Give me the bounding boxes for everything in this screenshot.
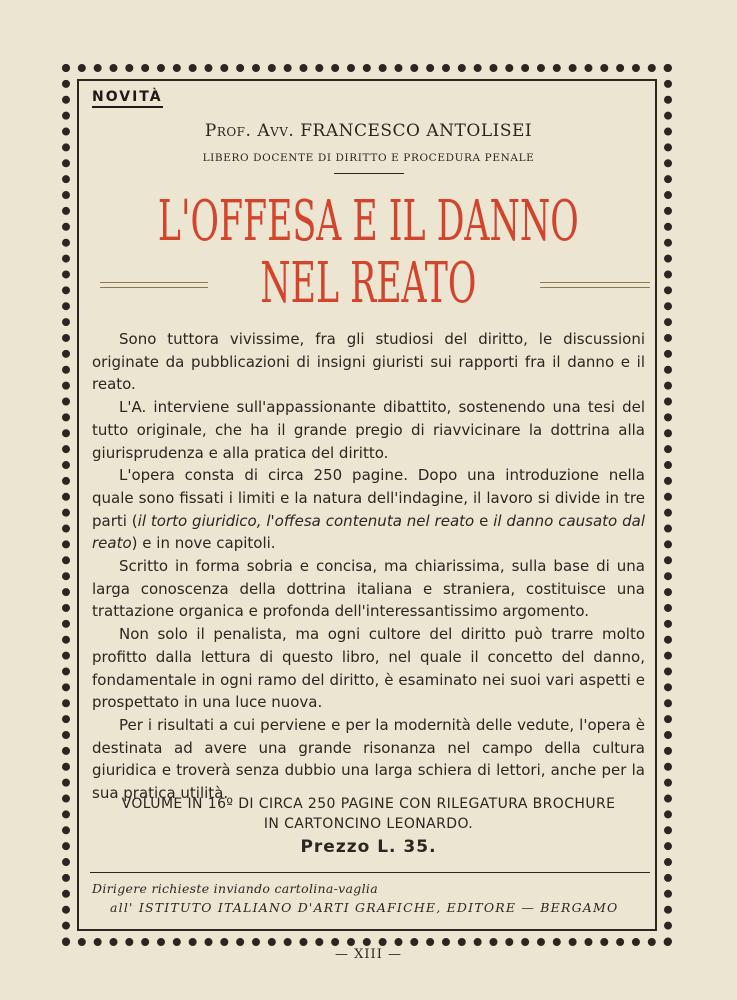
author-text: Prof. Avv. FRANCESCO ANTOLISEI — [204, 121, 533, 141]
paragraph-5: Non solo il penalista, ma ogni cultore del diritto può trarre molto profitto dalla lettura di questo libro, nel quale il concetto del danno, fondamentale in ogni ramo del diritto, è esaminato nei suoi vari aspetti e prospettato in una luce nuova. — [92, 625, 645, 712]
footer-line-1: Dirigere richieste inviando cartolina-vaglia — [92, 881, 378, 896]
volume-line-1: VOLUME IN 16º DI CIRCA 250 PAGINE CON RILEGATURA BROCHURE — [121, 796, 616, 812]
description-body — [92, 328, 645, 805]
paragraph-6: Per i risultati a cui perviene e per la modernità delle vedute, l'opera è destinata ad avere una grande risonanza nel campo della cultura giuridica e troverà senza dubbio una larga schiera di lettori, anche per la sua pratica utilità. — [92, 715, 645, 803]
page-number: — XIII — — [335, 947, 402, 962]
volume-info — [0, 794, 737, 834]
author-name — [0, 121, 737, 141]
novita-badge: NOVITÀ — [92, 89, 163, 108]
footer-line-2: all' ISTITUTO ITALIANO D'ARTI GRAFICHE, EDITORE — BERGAMO — [110, 900, 619, 915]
ornament-rule-right — [540, 282, 650, 288]
paragraph-2: L'A. interviene sull'appassionante dibattito, sostenendo una tesi del tutto originale, che ha il grande pregio di riavvicinare la dottrina alla giurisprudenza e alla pratica del diritto. — [92, 398, 645, 462]
paragraph-4: Scritto in forma sobria e concisa, ma chiarissima, sulla base di una larga conoscenza della dottrina italiana e straniera, costituisce una trattazione organica e profonda dell'interessantissimo argomento. — [92, 557, 645, 621]
paragraph-3 — [92, 464, 645, 555]
title-divider — [334, 173, 404, 174]
p3-italic-2: il danno causato dal reato — [92, 511, 645, 553]
paragraph-1: Sono tuttora vivissime, fra gli studiosi del diritto, le discussioni originate da pubblicazioni di insigni giuristi sui rapporti fra il danno e il reato. — [92, 330, 645, 394]
p3-italic-1: il torto giuridico, l'offesa contenuta nel reato — [137, 511, 475, 530]
p3-part-a: L'opera consta di circa 250 pagine. Dopo una introduzione nella quale sono fissati i limiti e la natura dell'indagine, il lavoro si divide in tre parti ( — [92, 466, 645, 530]
book-title-line1: L'OFFESA E IL DANNO — [157, 189, 579, 254]
book-title-line2: NEL REATO — [260, 251, 477, 316]
volume-line-2: IN CARTONCINO LEONARDO. — [263, 816, 474, 832]
price: Prezzo L. 35. — [300, 837, 437, 857]
footer-divider — [90, 872, 650, 873]
p3-part-b: e — [474, 511, 494, 530]
p3-part-c: ) e in nove capitoli. — [131, 534, 276, 553]
author-subtitle: LIBERO DOCENTE DI DIRITTO E PROCEDURA PENALE — [202, 152, 535, 164]
